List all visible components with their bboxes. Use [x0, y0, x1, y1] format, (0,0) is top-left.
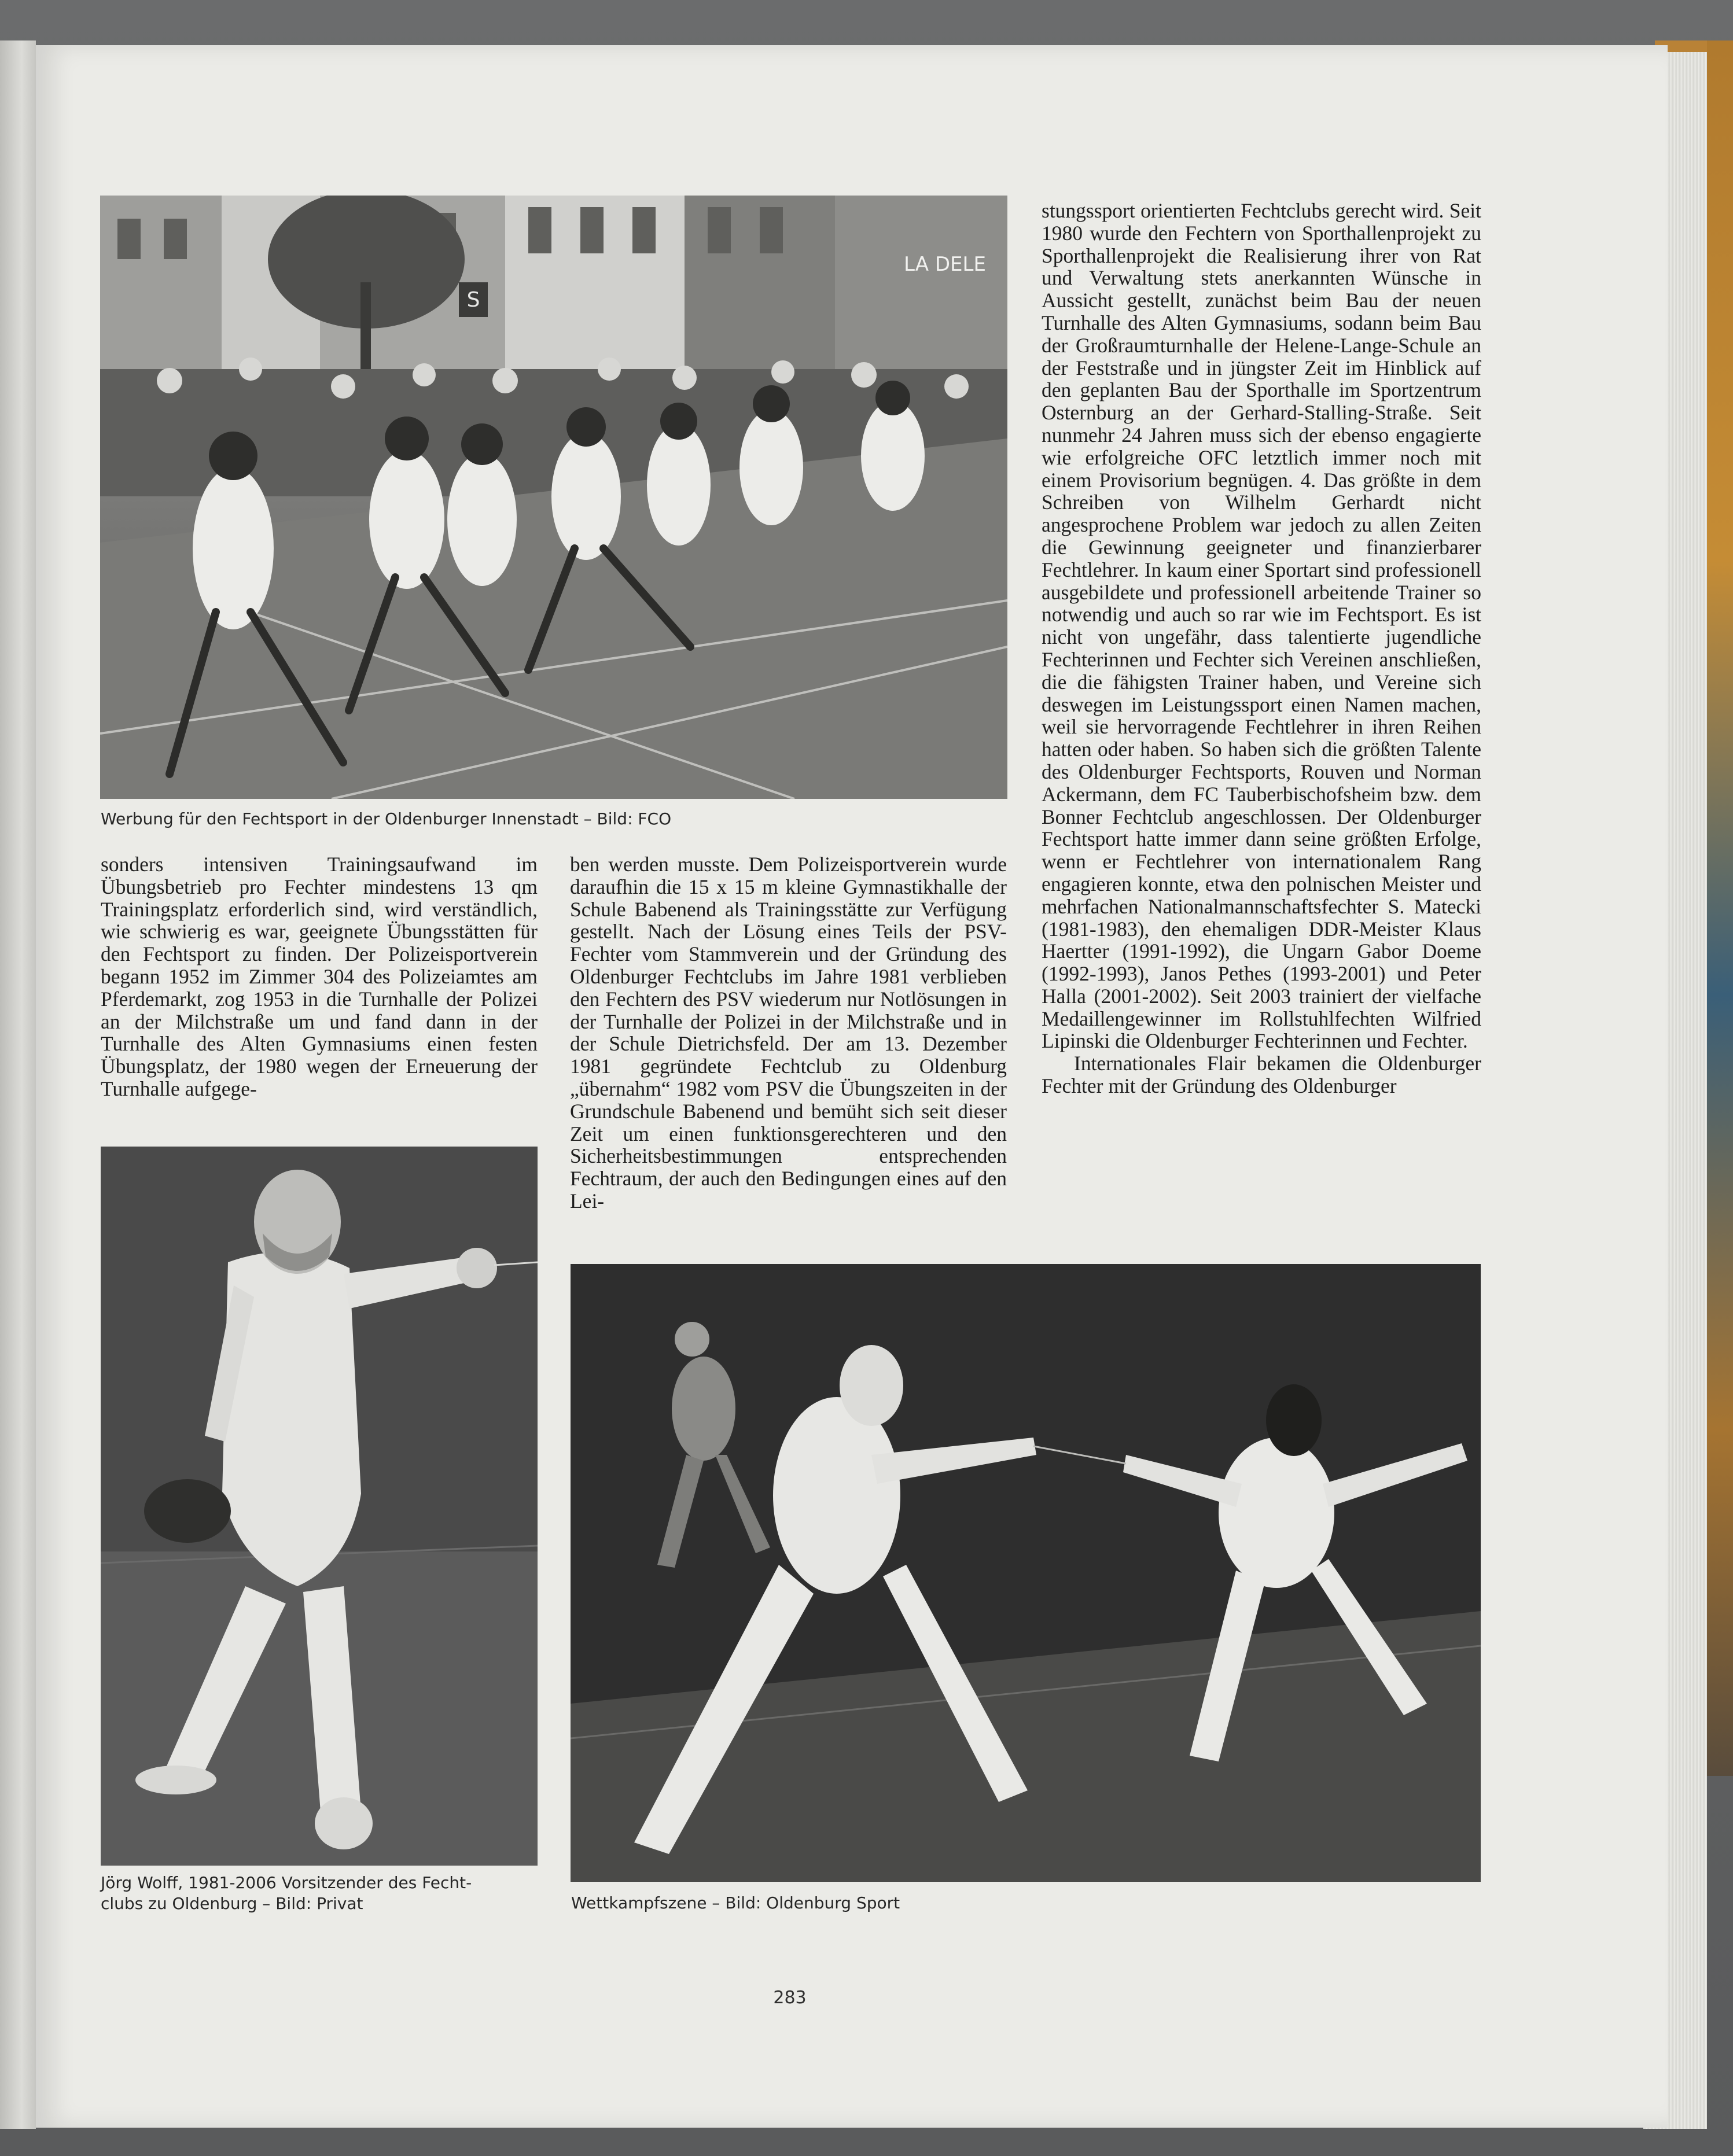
text-column-right [1042, 200, 1481, 1097]
page-number: 283 [773, 1988, 807, 2008]
svg-text:S: S [466, 288, 480, 312]
street-fencing-photo [100, 196, 1007, 799]
left-page-edge [0, 40, 36, 2129]
text-column-middle [570, 853, 1007, 1212]
caption-line: clubs zu Oldenburg – Bild: Privat [101, 1894, 363, 1913]
bout-photo-caption: Wettkampfszene – Bild: Oldenburg Sport [571, 1893, 900, 1912]
book-cover-edge [1707, 40, 1733, 1776]
caption-line: Jörg Wolff, 1981-2006 Vorsitzender des Fecht- [101, 1873, 472, 1892]
paragraph: stungssport orientierten Fechtclubs gerecht wird. Seit 1980 wurde den Fechtern von Sporthallenprojekt zu Sporthallenprojekt die Realisierung ihrer von Rat und Verwaltung stets anerkannten Wünsche in Aussicht gestellt, zunächst beim Bau der neuen Turnhalle des Alten Gymnasiums, sodann beim Bau der Großraumturnhalle der Helene-Lange-Schule an der Feststraße und in jüngster Zeit im Hinblick auf den geplanten Bau der Sporthalle im Sportzentrum Osternburg an der Gerhard-Stalling-Straße. Seit nunmehr 24 Jahren muss sich der ebenso engagierte wie erfolgreiche OFC letztlich immer noch mit einem Provisorium begnügen. 4. Das größte in dem Schreiben von Wilhelm Gerhardt nicht angesprochene Problem war jedoch zu allen Zeiten die Gewinnung geeigneter und finanzierbarer Fechtlehrer. In kaum einer Sportart sind professionell ausgebildete und professionell arbeitende Trainer so notwendig und auch so rar wie im Fechtsport. Es ist nicht von ungefähr, dass talentierte jugendliche Fechterinnen und Fechter sich Vereinen anschließen, die die fähigsten Trainer haben, und Vereine sich deswegen im Leistungssport einen Namen machen, weil sie hervorragende Fechtlehrer in ihren Reihen hatten oder haben. So haben sich die größten Talente des Oldenburger Fechtsports, Rouven und Norman Ackermann, dem FC Tauberbischofsheim bzw. dem Bonner Fechtclub angeschlossen. Der Oldenburger Fechtsport hatte immer dann seine größten Erfolge, wenn er Fechtlehrer von internationalem Rang engagieren konnte, etwa den polnischen Meister und mehrfachen Nationalmannschaftsfechter S. Matecki (1981-1983), den ehemaligen DDR-Meister Klaus Haertter (1991-1992), die Ungarn Gabor Doeme (1992-1993), Janos Pethes (1993-2001) und Peter Halla (2001-2002). Seit 2003 trainiert der vielfache Medaillengewinner im Rollstuhlfechten Wilfried Lipinski die Oldenburger Fechterinnen und Fechter. [1042, 199, 1481, 1053]
text-column-left [101, 853, 538, 1100]
portrait-photo-caption [101, 1873, 540, 1914]
paragraph: Internationales Flair bekamen die Oldenburger Fechter mit der Gründung des Oldenburger [1042, 1052, 1481, 1098]
portrait-fencer-photo [101, 1147, 538, 1866]
street-photo-caption: Werbung für den Fechtsport in der Oldenburger Innenstadt – Bild: FCO [101, 809, 672, 828]
paragraph: sonders intensiven Trainingsaufwand im Übungsbetrieb pro Fechter mindestens 13 qm Trainingsplatz erforderlich sind, wird verständlich, wie schwierig es war, geeignete Übungsstätten für den Fechtsport zu finden. Der Polizeisportverein begann 1952 im Zimmer 304 des Polizeiamtes am Pferdemarkt, zog 1953 in die Turnhalle der Polizei an der Milchstraße um und fand dann in der Turnhalle des Alten Gymnasiums einen festen Übungsplatz, der 1980 wegen der Erneuerung der Turnhalle aufgege- [101, 853, 538, 1100]
paragraph: ben werden musste. Dem Polizeisportverein wurde daraufhin die 15 x 15 m kleine Gymnastikhalle der Schule Babenend als Trainingsstätte zur Verfügung gestellt. Nach der Lösung eines Teils der PSV-Fechter vom Stammverein und der Gründung des Oldenburger Fechtclubs im Jahre 1981 verblieben den Fechtern des PSV wiederum nur Notlösungen in der Turnhalle der Polizei in der Milchstraße und in der Schule Dietrichsfeld. Der am 13. Dezember 1981 gegründete Fechtclub zu Oldenburg „übernahm“ 1982 vom PSV die Übungszeiten in der Grundschule Babenend und bemüht sich seit dieser Zeit um einen funktionsgerechteren und den Sicherheitsbestimmungen entsprechenden Fechtraum, der auch den Bedingungen eines auf den Lei- [570, 853, 1007, 1212]
shop-sign-text: LA DELE [904, 253, 986, 276]
competition-bout-photo [571, 1264, 1481, 1882]
